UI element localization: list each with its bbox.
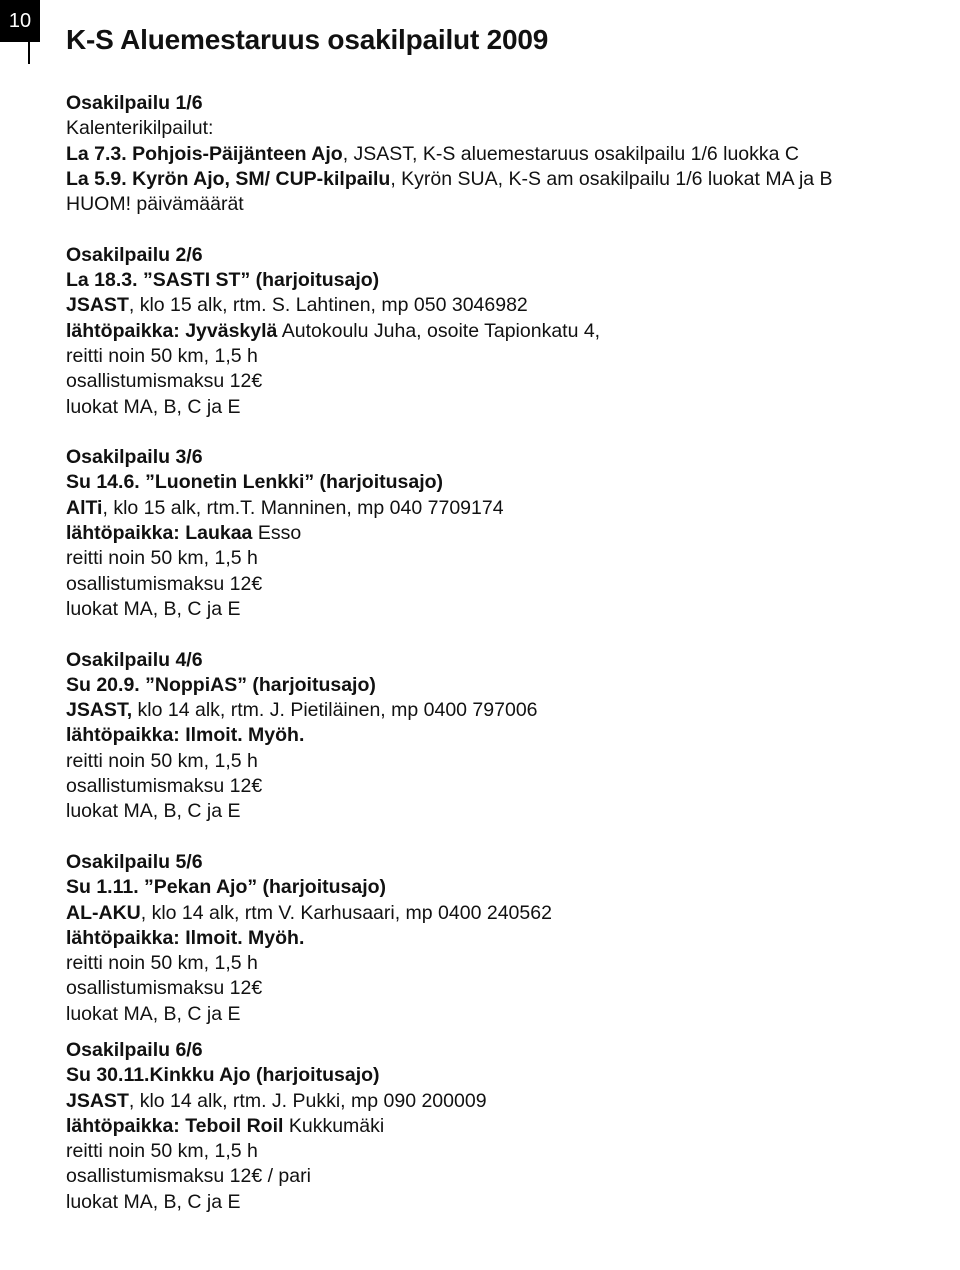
- start-label: lähtöpaikka: Laukaa: [66, 522, 253, 545]
- event-date-name: La 18.3. ”SASTI ST” (harjoitusajo): [66, 269, 380, 292]
- start-line: [66, 319, 956, 344]
- section-heading: Osakilpailu 1/6: [66, 92, 203, 114]
- start-line: [66, 723, 956, 748]
- page-number-badge: 10: [0, 0, 40, 42]
- organizer-details: , klo 14 alk, rtm V. Karhusaari, mp 0400 240562: [140, 901, 552, 924]
- event-line: [66, 142, 956, 167]
- start-label: lähtöpaikka: Ilmoit. Myöh.: [66, 724, 305, 747]
- classes-text: luokat MA, B, C ja E: [66, 1002, 241, 1025]
- event-details: , Kyrön SUA, K-S am osakilpailu 1/6 luokat MA ja B: [390, 167, 833, 190]
- organizer-line: [66, 1089, 956, 1114]
- section-heading: Osakilpailu 2/6: [66, 243, 203, 266]
- organizer-details: , klo 15 alk, rtm.T. Manninen, mp 040 7709174: [102, 496, 504, 519]
- start-details: Esso: [252, 522, 302, 545]
- section-heading: Osakilpailu 6/6: [66, 1038, 203, 1061]
- start-details: Autokoulu Juha, osoite Tapionkatu 4,: [277, 319, 601, 342]
- classes-text: luokat MA, B, C ja E: [66, 800, 241, 823]
- start-label: lähtöpaikka: Jyväskylä: [66, 319, 278, 342]
- section-3: [66, 445, 956, 622]
- event-date-name: Su 1.11. ”Pekan Ajo” (harjoitusajo): [66, 876, 387, 899]
- event-date-name: Su 30.11.Kinkku Ajo (harjoitusajo): [66, 1064, 380, 1087]
- start-line: [66, 1114, 956, 1139]
- organizer-name: AL-AKU: [66, 901, 141, 924]
- organizer-details: , klo 15 alk, rtm. S. Lahtinen, mp 050 3046982: [128, 294, 528, 317]
- fee-text: osallistumismaksu 12€: [66, 370, 263, 393]
- organizer-line: [66, 293, 956, 318]
- route-text: reitti noin 50 km, 1,5 h: [66, 749, 258, 772]
- note-text: HUOM! päivämäärät: [66, 193, 244, 216]
- start-label: lähtöpaikka: Teboil Roil: [66, 1114, 284, 1137]
- organizer-name: JSAST: [66, 294, 129, 317]
- badge-divider: [28, 42, 30, 64]
- organizer-name: JSAST: [66, 1089, 129, 1112]
- organizer-details: klo 14 alk, rtm. J. Pietiläinen, mp 0400 797006: [132, 699, 538, 722]
- section-heading: Osakilpailu 4/6: [66, 648, 203, 671]
- fee-text: osallistumismaksu 12€: [66, 775, 263, 798]
- start-label: lähtöpaikka: Ilmoit. Myöh.: [66, 926, 305, 949]
- fee-text: osallistumismaksu 12€ / pari: [66, 1165, 311, 1188]
- classes-text: luokat MA, B, C ja E: [66, 597, 241, 620]
- classes-text: luokat MA, B, C ja E: [66, 1190, 241, 1213]
- route-text: reitti noin 50 km, 1,5 h: [66, 1140, 258, 1163]
- fee-text: osallistumismaksu 12€: [66, 977, 263, 1000]
- event-line: [66, 167, 956, 192]
- classes-text: luokat MA, B, C ja E: [66, 395, 241, 418]
- start-line: [66, 926, 956, 951]
- fee-text: osallistumismaksu 12€: [66, 572, 263, 595]
- start-details: Kukkumäki: [283, 1114, 385, 1137]
- section-1: [66, 91, 956, 217]
- event-title: La 5.9. Kyrön Ajo, SM/ CUP-kilpailu: [66, 167, 391, 190]
- page-title: K-S Aluemestaruus osakilpailut 2009: [66, 24, 549, 55]
- event-title: La 7.3. Pohjois-Päijänteen Ajo: [66, 142, 343, 165]
- organizer-details: , klo 14 alk, rtm. J. Pukki, mp 090 200009: [128, 1089, 487, 1112]
- section-4: [66, 648, 956, 825]
- organizer-name: JSAST,: [66, 699, 133, 722]
- start-line: [66, 521, 956, 546]
- route-text: reitti noin 50 km, 1,5 h: [66, 344, 258, 367]
- route-text: reitti noin 50 km, 1,5 h: [66, 952, 258, 975]
- event-date-name: Su 14.6. ”Luonetin Lenkki” (harjoitusajo): [66, 471, 444, 494]
- organizer-line: [66, 496, 956, 521]
- organizer-line: [66, 901, 956, 926]
- organizer-line: [66, 698, 956, 723]
- organizer-name: AlTi: [66, 496, 103, 519]
- event-date-name: Su 20.9. ”NoppiAS” (harjoitusajo): [66, 673, 376, 696]
- section-5: [66, 850, 956, 1027]
- event-details: , JSAST, K-S aluemestaruus osakilpailu 1/6 luokka C: [342, 142, 799, 165]
- calendar-intro: Kalenterikilpailut:: [66, 117, 214, 140]
- section-2: [66, 243, 956, 420]
- route-text: reitti noin 50 km, 1,5 h: [66, 547, 258, 570]
- section-heading: Osakilpailu 3/6: [66, 446, 203, 469]
- section-6: [66, 1038, 956, 1215]
- section-heading: Osakilpailu 5/6: [66, 850, 203, 873]
- document-body: [66, 91, 956, 1215]
